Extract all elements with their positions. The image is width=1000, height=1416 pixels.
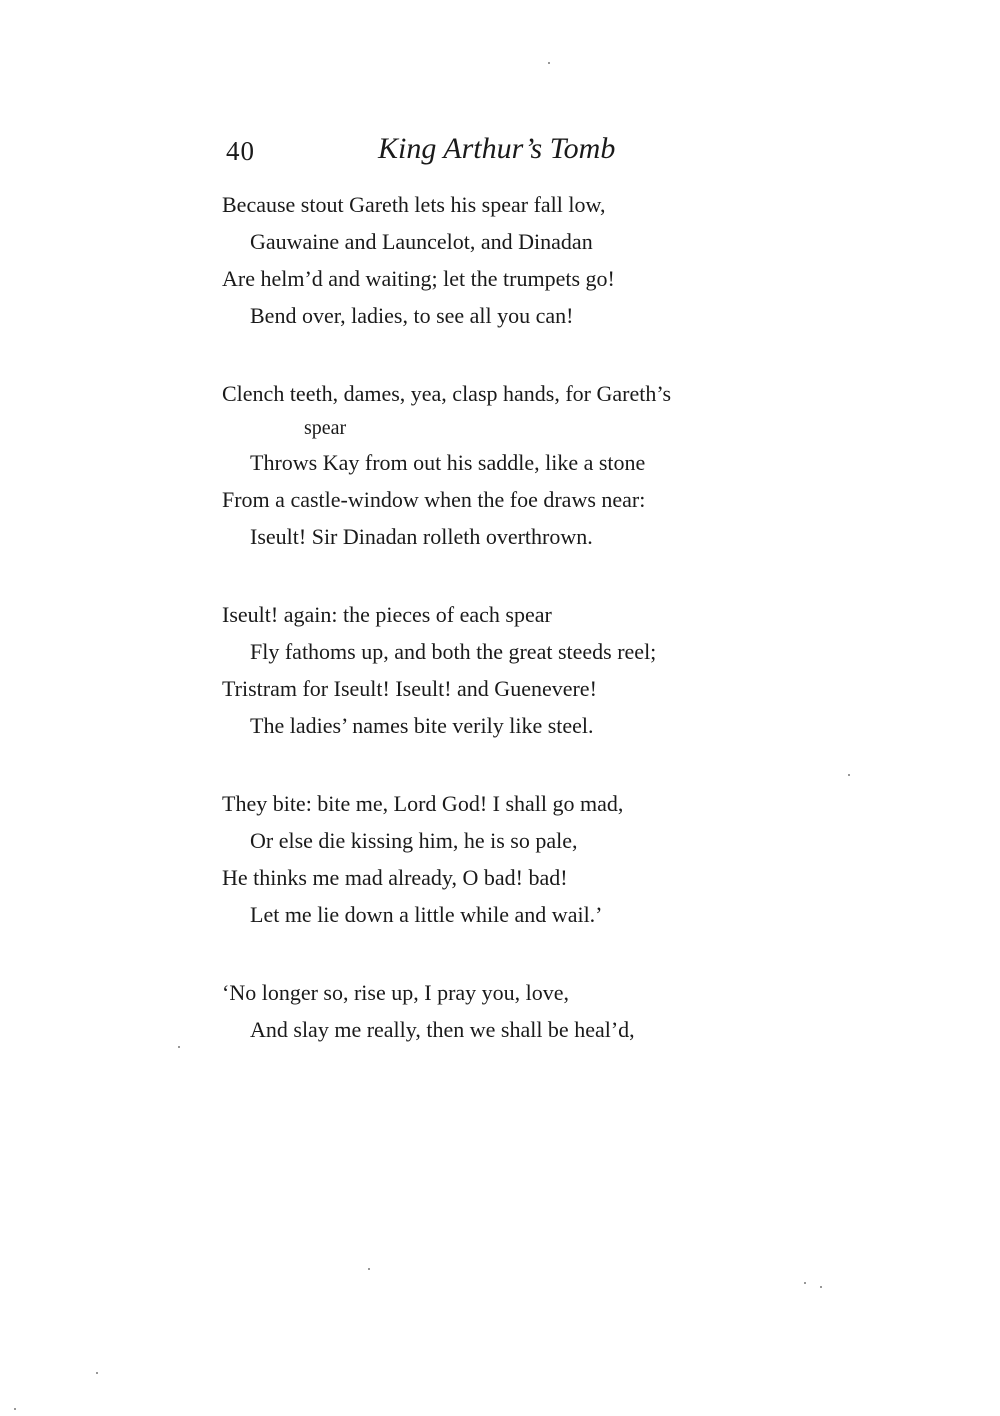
poem-line: The ladies’ names bite verily like steel. bbox=[250, 713, 594, 738]
poem-line-turnover: spear bbox=[304, 417, 347, 439]
poem-line: Tristram for Iseult! Iseult! and Guenevere! bbox=[222, 676, 597, 701]
poem-line: Because stout Gareth lets his spear fall low, bbox=[222, 192, 606, 217]
stanza-1 bbox=[222, 186, 822, 334]
scan-speck bbox=[14, 1408, 16, 1410]
poem-line: Clench teeth, dames, yea, clasp hands, for Gareth’s bbox=[222, 381, 672, 406]
stanza-5 bbox=[222, 974, 822, 1048]
poem-line: Or else die kissing him, he is so pale, bbox=[250, 828, 578, 853]
page-number: 40 bbox=[226, 136, 255, 166]
scan-speck bbox=[804, 1282, 806, 1284]
stanza-3 bbox=[222, 596, 822, 744]
poem-line: Throws Kay from out his saddle, like a stone bbox=[250, 450, 646, 475]
stanza-4 bbox=[222, 785, 822, 933]
scan-speck bbox=[96, 1372, 98, 1374]
scan-speck bbox=[368, 1268, 370, 1270]
poem-line: From a castle-window when the foe draws near: bbox=[222, 487, 646, 512]
scan-speck bbox=[820, 1286, 822, 1288]
poem-line: They bite: bite me, Lord God! I shall go mad, bbox=[222, 791, 624, 816]
scan-speck bbox=[548, 62, 550, 64]
poem-line: Bend over, ladies, to see all you can! bbox=[250, 303, 574, 328]
poem-line: And slay me really, then we shall be heal’d, bbox=[250, 1017, 635, 1042]
poem-line: Are helm’d and waiting; let the trumpets go! bbox=[222, 266, 615, 291]
scan-speck bbox=[178, 1046, 180, 1048]
poem-line: He thinks me mad already, O bad! bad! bbox=[222, 865, 568, 890]
scan-speck bbox=[848, 774, 850, 776]
running-title: King Arthur’s Tomb bbox=[378, 132, 616, 165]
poem-line: Iseult! again: the pieces of each spear bbox=[222, 602, 552, 627]
page-header bbox=[226, 132, 786, 172]
poem-text bbox=[222, 186, 822, 1089]
stanza-2 bbox=[222, 375, 822, 555]
poem-line: ‘No longer so, rise up, I pray you, love, bbox=[222, 980, 570, 1005]
poem-line: Let me lie down a little while and wail.’ bbox=[250, 902, 603, 927]
poem-line: Iseult! Sir Dinadan rolleth overthrown. bbox=[250, 524, 593, 549]
poem-line: Gauwaine and Launcelot, and Dinadan bbox=[250, 229, 593, 254]
poem-line: Fly fathoms up, and both the great steeds reel; bbox=[250, 639, 657, 664]
